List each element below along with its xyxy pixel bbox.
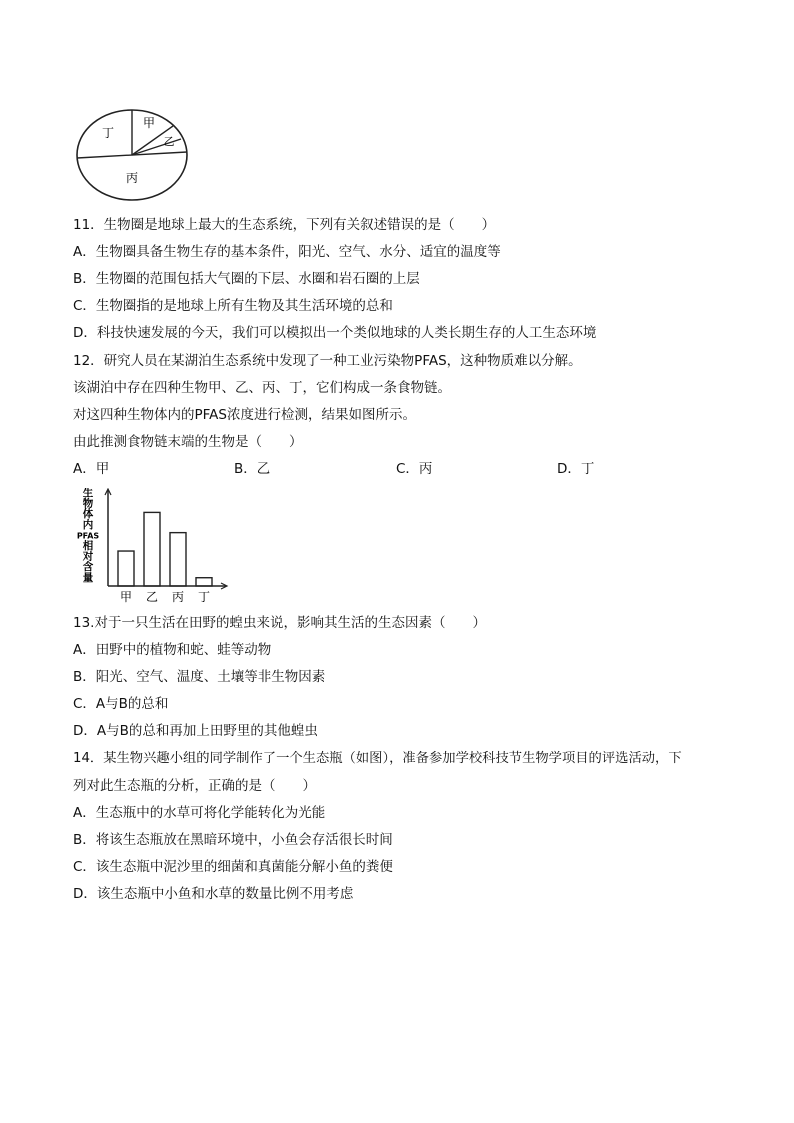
y-axis-label-char: 相: [82, 540, 94, 552]
bar-2: [144, 512, 160, 586]
bar-1: [118, 551, 134, 586]
q13-option-d: D．A与B的总和再加上田野里的其他蝗虫: [73, 723, 318, 739]
y-axis-label-char: 体: [82, 508, 94, 521]
q14-option-d: D．该生态瓶中小鱼和水草的数量比例不用考虑: [73, 886, 354, 902]
bar-4: [196, 578, 212, 586]
x-tick-label: 丙: [171, 590, 185, 604]
q12-option-b: B．乙: [234, 461, 271, 477]
q12-stem-line-1: 12．研究人员在某湖泊生态系统中发现了一种工业污染物PFAS，这种物质难以分解。: [73, 353, 582, 369]
x-tick-label: 甲: [119, 590, 133, 604]
y-axis-label-char: PFAS: [76, 531, 100, 541]
q14-option-b: B．将该生态瓶放在黑暗环境中，小鱼会存活很长时间: [73, 832, 393, 848]
q12-stem-line-2: 该湖泊中存在四种生物甲、乙、丙、丁，它们构成一条食物链。: [73, 380, 451, 396]
y-axis-label-char: 内: [82, 518, 94, 531]
q11-option-c: C．生物圈指的是地球上所有生物及其生活环境的总和: [73, 298, 393, 314]
q14-stem-line-2: 列对此生态瓶的分析，正确的是（ ）: [73, 778, 316, 794]
q14-stem-line-1: 14．某生物兴趣小组的同学制作了一个生态瓶（如图），准备参加学校科技节生物学项目的评选活动，下: [73, 751, 682, 766]
pie-label-ding: 丁: [101, 126, 115, 140]
bar-3: [170, 533, 186, 586]
pie-label-jia: 甲: [142, 116, 156, 130]
q11-option-b: B．生物圈的范围包括大气圈的下层、水圈和岩石圈的上层: [73, 271, 420, 287]
y-axis-label-char: 物: [82, 497, 94, 510]
q11-option-a: A．生物圈具备生物生存的基本条件，阳光、空气、水分、适宜的温度等: [73, 244, 501, 260]
q13-option-b: B．阳光、空气、温度、土壤等非生物因素: [73, 669, 326, 685]
x-tick-label: 乙: [145, 590, 159, 604]
q12-stem-line-3: 对这四种生物体内的PFAS浓度进行检测，结果如图所示。: [73, 407, 416, 423]
y-axis-label-char: 含: [82, 561, 94, 574]
pie-label-yi: 乙: [163, 135, 175, 148]
q14-option-c: C．该生态瓶中泥沙里的细菌和真菌能分解小鱼的粪便: [73, 859, 393, 875]
q12-stem-line-4: 由此推测食物链末端的生物是（ ）: [73, 434, 303, 450]
q12-option-c: C．丙: [396, 461, 433, 477]
pie-label-bing: 丙: [125, 171, 139, 185]
pie-figure: [70, 105, 194, 205]
x-tick-label: 丁: [197, 590, 211, 604]
q14-option-a: A．生态瓶中的水草可将化学能转化为光能: [73, 805, 326, 821]
q12-option-a: A．甲: [73, 461, 110, 477]
q13-stem: 13.对于一只生活在田野的蝗虫来说，影响其生活的生态因素（ ）: [73, 615, 486, 631]
pfas-bar-chart: [72, 488, 232, 606]
y-axis-label-char: 对: [82, 550, 94, 563]
q11-option-d: D．科技快速发展的今天，我们可以模拟出一个类似地球的人类长期生存的人工生态环境: [73, 325, 597, 341]
q13-option-c: C．A与B的总和: [73, 696, 169, 712]
y-axis-label-char: 生: [82, 488, 94, 499]
q11-stem: 11．生物圈是地球上最大的生态系统，下列有关叙述错误的是（ ）: [73, 217, 496, 233]
q12-option-d: D．丁: [557, 461, 595, 477]
q13-option-a: A．田野中的植物和蛇、蛙等动物: [73, 642, 272, 658]
y-axis-label-char: 量: [82, 571, 94, 584]
